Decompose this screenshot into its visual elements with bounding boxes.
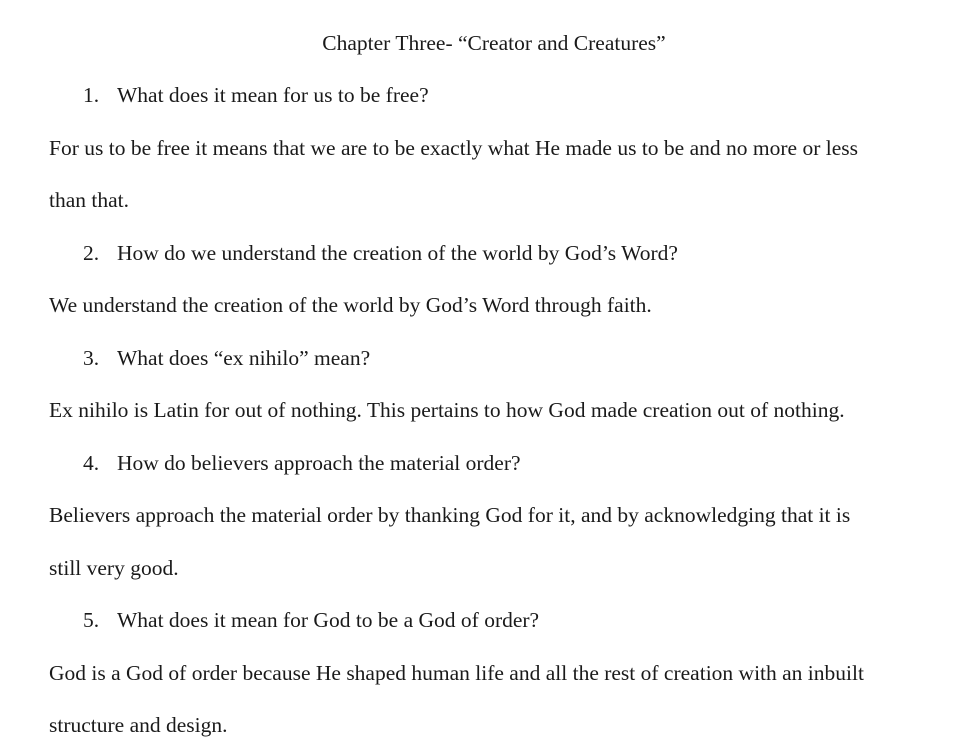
question-number: 1. xyxy=(83,83,100,107)
question-3 xyxy=(83,345,370,371)
question-number: 4. xyxy=(83,451,100,475)
question-text: What does it mean for God to be a God of order? xyxy=(117,608,540,632)
answer-1-line-1: For us to be free it means that we are to be exactly what He made us to be and no more or less xyxy=(49,136,858,160)
chapter-title: Chapter Three- “Creator and Creatures” xyxy=(322,31,666,55)
question-4 xyxy=(83,450,521,476)
answer-1-line-2: than that. xyxy=(49,188,130,212)
question-number: 2. xyxy=(83,241,100,265)
answer-2-line-1: We understand the creation of the world by God’s Word through faith. xyxy=(49,293,652,317)
question-text: What does it mean for us to be free? xyxy=(117,83,429,107)
question-2 xyxy=(83,240,678,266)
answer-5-line-2: structure and design. xyxy=(49,713,228,737)
answer-4-line-1: Believers approach the material order by thanking God for it, and by acknowledging that it is xyxy=(49,503,851,527)
question-number: 3. xyxy=(83,346,100,370)
question-text: How do believers approach the material order? xyxy=(117,451,521,475)
answer-5-line-1: God is a God of order because He shaped human life and all the rest of creation with an inbuilt xyxy=(49,661,864,685)
answer-4-line-2: still very good. xyxy=(49,556,179,580)
question-text: How do we understand the creation of the world by God’s Word? xyxy=(117,241,678,265)
answer-3-line-1: Ex nihilo is Latin for out of nothing. This pertains to how God made creation out of nothing. xyxy=(49,398,845,422)
question-text: What does “ex nihilo” mean? xyxy=(117,346,371,370)
question-1 xyxy=(83,82,429,108)
question-5 xyxy=(83,607,539,633)
question-number: 5. xyxy=(83,608,100,632)
